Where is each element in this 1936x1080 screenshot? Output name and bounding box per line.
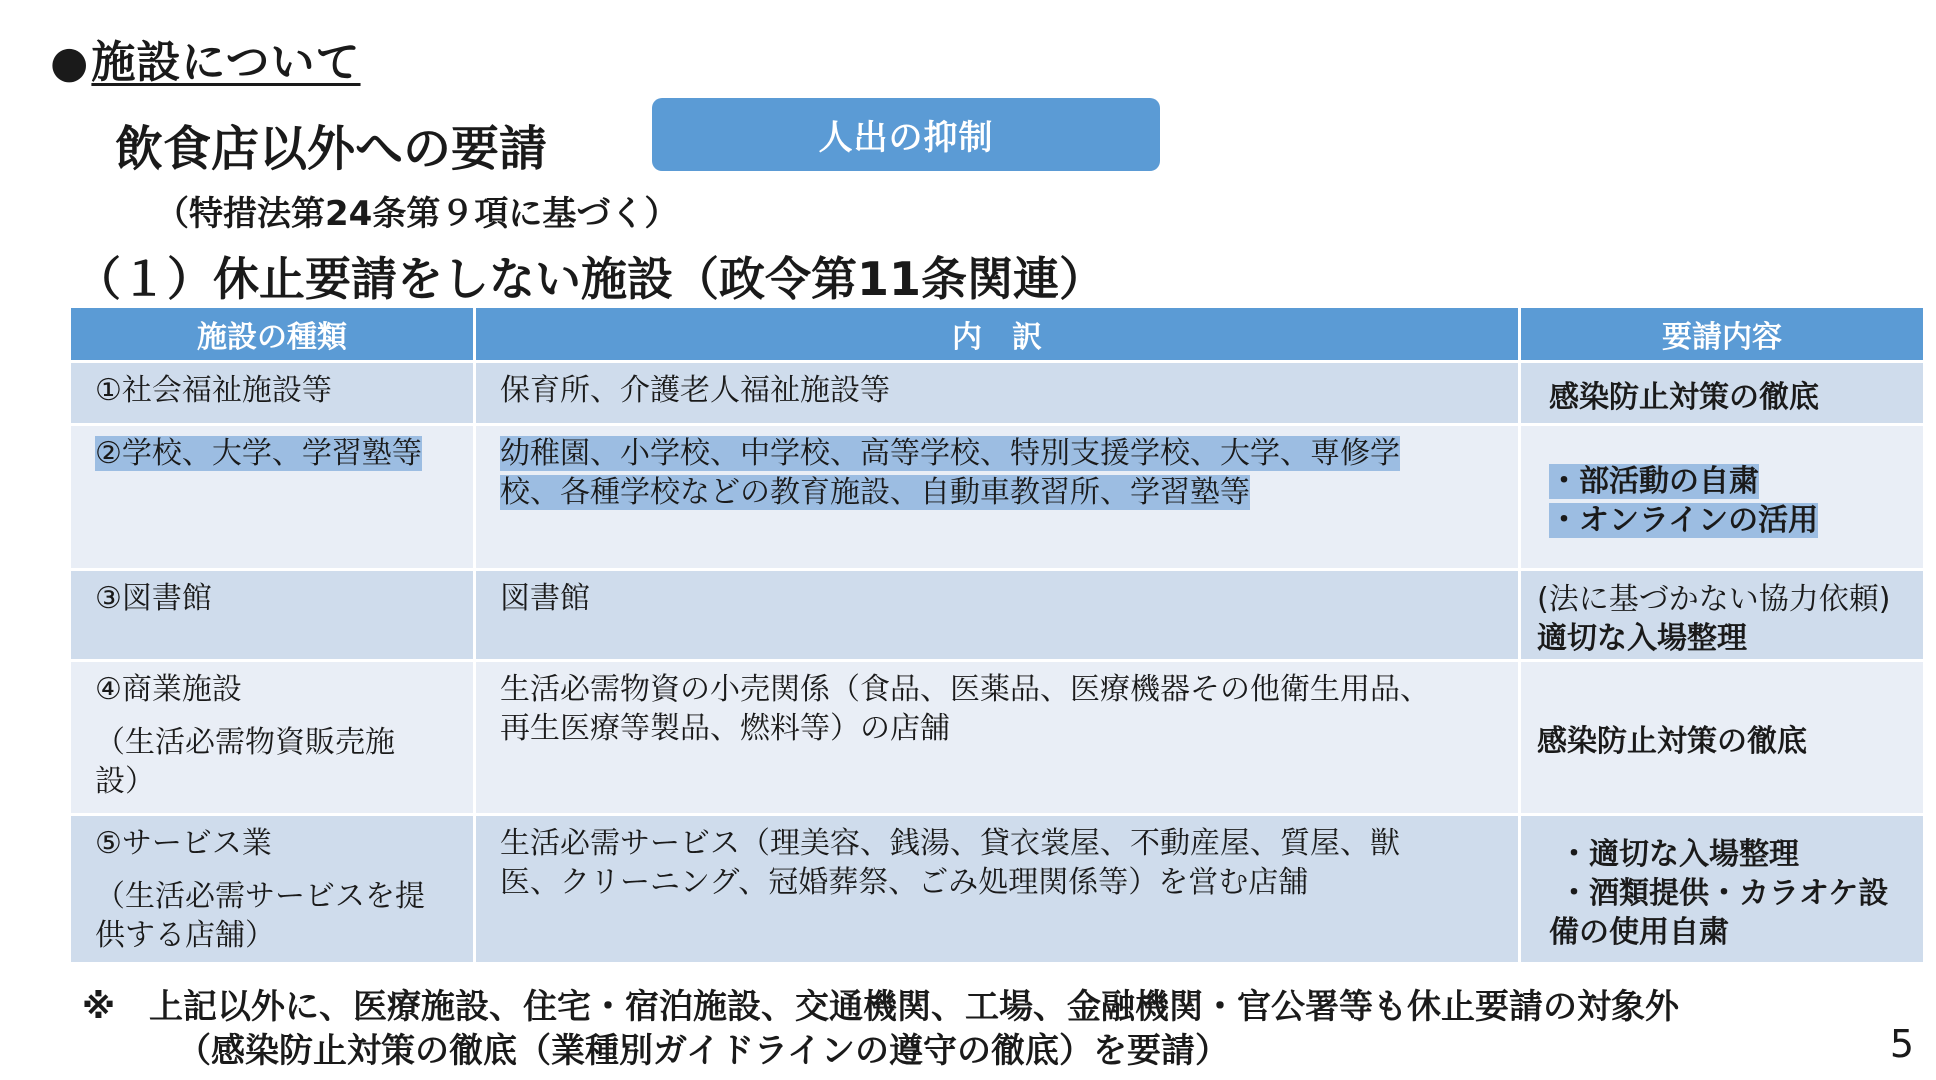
cell-request: (法に基づかない協力依頼) 適切な入場整理: [1520, 570, 1925, 661]
cell-type: ④商業施設 （生活必需物資販売施 設）: [70, 661, 475, 815]
cell-type: ③図書館: [70, 570, 475, 661]
table-title: （１）休止要請をしない施設（政令第11条関連）: [75, 252, 1106, 306]
cell-type: ①社会福祉施設等: [70, 362, 475, 425]
subtitle: 飲食店以外への要請: [115, 121, 548, 177]
cell-detail: 生活必需サービス（理美容、銭湯、貸衣裳屋、不動産屋、質屋、獣 医、クリーニング、冠婚葬祭、ごみ処理関係等）を営む店舗: [475, 815, 1520, 964]
table-row: [70, 661, 1925, 815]
section-heading: [50, 26, 361, 90]
footnote-line-1: ※ 上記以外に、医療施設、住宅・宿泊施設、交通機関、工場、金融機関・官公署等も休止要請の対象外: [82, 987, 1680, 1027]
footnote-line-2: （感染防止対策の徹底（業種別ガイドラインの遵守の徹底）を要請）: [177, 1031, 1229, 1071]
table-row: [70, 570, 1925, 661]
table-row: [70, 815, 1925, 964]
table-header-row: [70, 307, 1925, 362]
cell-request: 感染防止対策の徹底: [1520, 661, 1925, 815]
facility-table: [68, 305, 1926, 965]
header-type: 施設の種類: [70, 307, 475, 362]
cell-request: ・適切な入場整理 ・酒類提供・カラオケ設 備の使用自粛: [1520, 815, 1925, 964]
cell-request: 感染防止対策の徹底: [1520, 362, 1925, 425]
cell-request: ・部活動の自粛 ・オンラインの活用: [1520, 425, 1925, 570]
section-heading-text: 施設について: [91, 37, 361, 88]
table-row: [70, 362, 1925, 425]
cell-detail: 図書館: [475, 570, 1520, 661]
bullet-icon: ●: [50, 37, 90, 88]
cell-type: ⑤サービス業 （生活必需サービスを提 供する店舗）: [70, 815, 475, 964]
category-badge: 人出の抑制: [652, 98, 1160, 171]
cell-detail: 保育所、介護老人福祉施設等: [475, 362, 1520, 425]
request-note: (法に基づかない協力依頼): [1537, 582, 1891, 617]
page-number: 5: [1889, 1022, 1914, 1066]
cell-type: ②学校、大学、学習塾等: [70, 425, 475, 570]
footnote: [82, 985, 1679, 1073]
header-detail: 内 訳: [475, 307, 1520, 362]
legal-basis: （特措法第24条第９項に基づく）: [155, 194, 679, 234]
table-row: [70, 425, 1925, 570]
cell-detail: 生活必需物資の小売関係（食品、医薬品、医療機器その他衛生用品、 再生医療等製品、燃料等）の店舗: [475, 661, 1520, 815]
header-request: 要請内容: [1520, 307, 1925, 362]
cell-detail: 幼稚園、小学校、中学校、高等学校、特別支援学校、大学、専修学 校、各種学校などの教育施設、自動車教習所、学習塾等: [475, 425, 1520, 570]
